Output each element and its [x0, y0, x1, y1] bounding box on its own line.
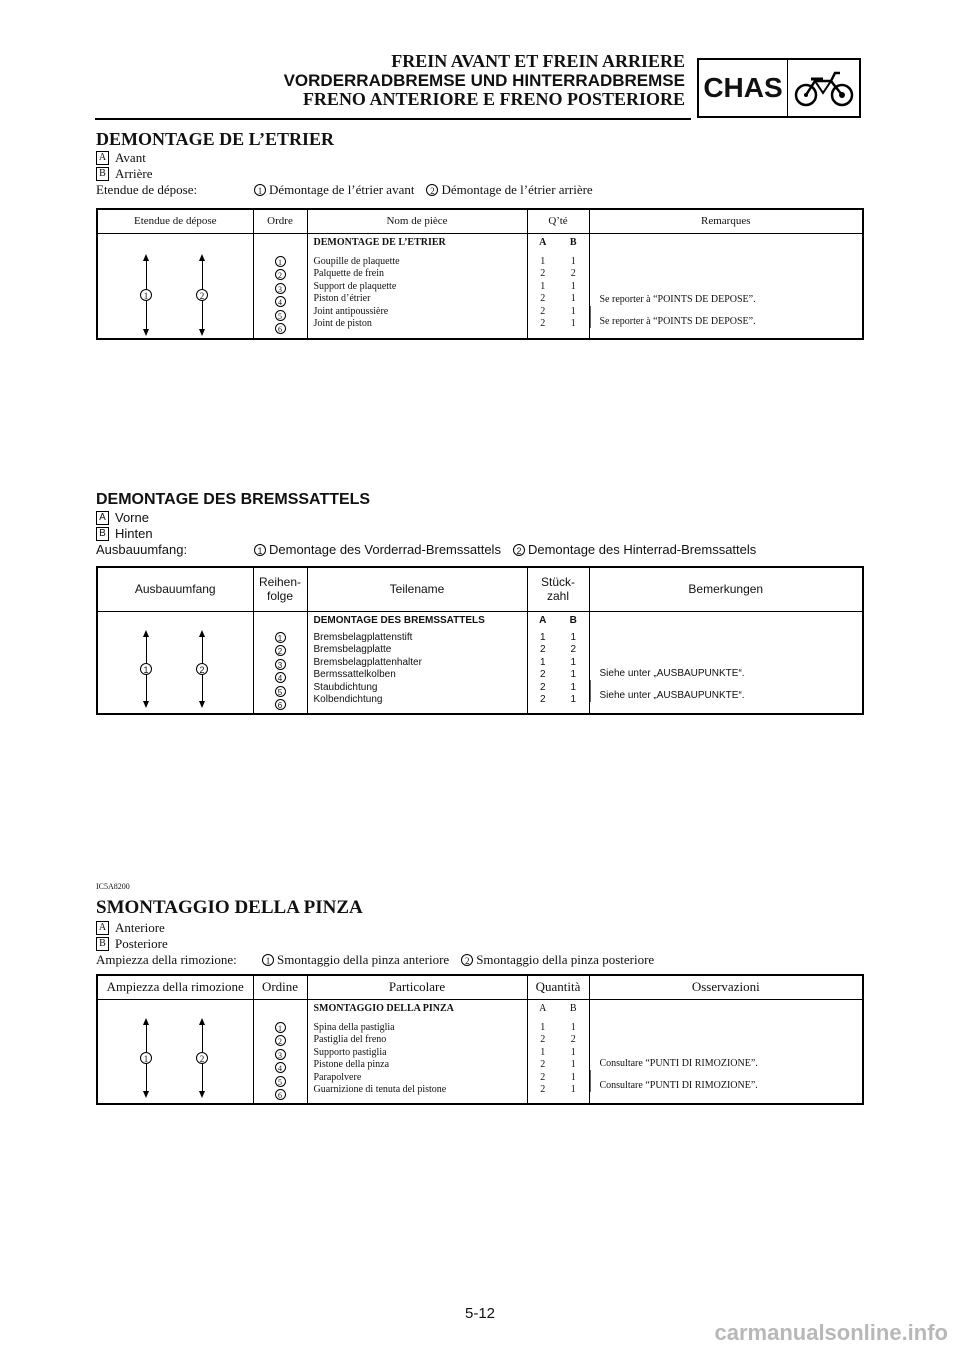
scope-arrows: [97, 233, 253, 339]
scope-arrow-1-label: 1: [140, 1052, 152, 1064]
chapter-tag: CHAS: [699, 60, 788, 116]
legend-b: B Arrière: [96, 166, 864, 182]
parts-table: [96, 974, 864, 1105]
part-name: Pistone della pinza: [313, 1059, 390, 1070]
remark: Consultare “PUNTI DI RIMOZIONE”.: [599, 1057, 758, 1069]
part-name: Parapolvere: [313, 1071, 362, 1083]
col-header: Bemerkungen: [589, 567, 863, 611]
remark: Siehe unter „AUSBAUPUNKTE“.: [599, 689, 745, 701]
section-title: DEMONTAGE DES BREMSSATTELS: [96, 491, 371, 508]
bracket: [590, 1070, 597, 1092]
reference-code: IC5A8200: [96, 882, 130, 891]
page-number: 5-12: [464, 1305, 496, 1322]
part-name-column: [307, 233, 527, 339]
part-name: Goupille de plaquette: [313, 255, 400, 267]
col-header: Quantità: [527, 975, 589, 999]
col-header: Q’té: [527, 209, 589, 233]
parts-table: [96, 566, 864, 715]
scope-line: Ampiezza della rimozione: 1 Smontaggio della pinza anteriore 2 Smontaggio della pinza posteriore: [96, 952, 655, 967]
order-column: 1 2 3 4 5 6: [253, 611, 307, 714]
parts-table: [96, 208, 864, 340]
part-name: Bermssattelkolben: [313, 669, 396, 680]
remark: Se reporter à “POINTS DE DEPOSE”.: [599, 315, 756, 327]
col-header: Remarques: [589, 209, 863, 233]
col-header: Ordine: [253, 975, 307, 999]
part-name-column: [307, 999, 527, 1104]
legend-a: A Avant: [96, 150, 864, 166]
col-header: Particolare: [307, 975, 527, 999]
watermark: carmanualsonline.info: [714, 1320, 948, 1345]
bracket: [590, 306, 597, 328]
chapter-tag-box: [697, 58, 861, 118]
order-column: 1 2 3 4 5 6: [253, 233, 307, 339]
col-header: Teilename: [307, 567, 527, 611]
scope-line: Ausbauumfang: 1 Demontage des Vorderrad-Bremssattels 2 Demontage des Hinterrad-Bremssattels: [96, 542, 757, 557]
header-title-de: VORDERRADBREMSE UND HINTERRADBREMSE: [283, 71, 685, 90]
quantity-column: A B 1 1 2 2 1 1 2 1 2 1 2 1: [527, 611, 589, 714]
section-de: [96, 490, 864, 710]
col-header: Etendue de dépose: [97, 209, 253, 233]
part-name: Palquette de frein: [313, 268, 385, 279]
part-name: Staubdichtung: [313, 681, 378, 693]
col-header: Ordre: [253, 209, 307, 233]
col-header: Nom de pièce: [307, 209, 527, 233]
legend-a: A Anteriore: [96, 920, 864, 936]
part-name: Guarnizione di tenuta del pistone: [313, 1084, 447, 1095]
remark: Se reporter à “POINTS DE DEPOSE”.: [599, 293, 756, 305]
part-name: Joint de piston: [313, 318, 372, 329]
section-it: [96, 896, 864, 1100]
header-title-it: FRENO ANTERIORE E FRENO POSTERIORE: [302, 89, 685, 109]
part-name-column: [307, 611, 527, 714]
page-header-titles: [200, 52, 685, 109]
part-name: Joint antipoussière: [313, 305, 389, 317]
part-name: Bremsbelagplattenstift: [313, 631, 413, 643]
order-column: 1 2 3 4 5 6: [253, 999, 307, 1104]
header-title-fr: FREIN AVANT ET FREIN ARRIERE: [391, 51, 685, 71]
part-name: Supporto pastiglia: [313, 1046, 387, 1058]
legend-b: B Posteriore: [96, 936, 864, 952]
quantity-column: A B 1 1 2 2 1 1 2 1 2 1 2 1: [527, 999, 589, 1104]
scope-arrow-1-label: 1: [140, 289, 152, 301]
remarks-column: [589, 233, 863, 339]
part-name: Bremsbelagplattenhalter: [313, 656, 422, 668]
part-name: Bremsbelagplatte: [313, 644, 392, 655]
motorcycle-icon: [788, 60, 859, 116]
col-header: Osservazioni: [589, 975, 863, 999]
scope-arrow-2-label: 2: [196, 1052, 208, 1064]
part-name: Pastiglia del freno: [313, 1034, 387, 1045]
part-name: Piston d’étrier: [313, 293, 371, 304]
remarks-column: [589, 999, 863, 1104]
scope-arrow-2-label: 2: [196, 663, 208, 675]
col-header: Ausbauumfang: [97, 567, 253, 611]
group-title: SMONTAGGIO DELLA PINZA: [313, 1002, 454, 1014]
scope-line: Etendue de dépose: 1 Démontage de l’étrier avant 2 Démontage de l’étrier arrière: [96, 182, 593, 197]
bracket: [590, 680, 597, 702]
part-name: Kolbendichtung: [313, 694, 383, 705]
scope-arrows: [97, 999, 253, 1104]
legend-b: B Hinten: [96, 526, 864, 542]
scope-arrow-2-label: 2: [196, 289, 208, 301]
section-title: SMONTAGGIO DELLA PINZA: [96, 897, 363, 918]
quantity-column: A B 1 1 2 2 1 1 2 1 2 1 2 1: [527, 233, 589, 339]
header-rule: [95, 118, 691, 120]
col-header: Reihen- folge: [253, 567, 307, 611]
col-header: Ampiezza della rimozione: [97, 975, 253, 999]
remark: Consultare “PUNTI DI RIMOZIONE”.: [599, 1079, 758, 1091]
legend-a: A Vorne: [96, 510, 864, 526]
group-title: DEMONTAGE DE L’ETRIER: [313, 236, 446, 248]
scope-arrows: [97, 611, 253, 714]
remarks-column: [589, 611, 863, 714]
part-name: Support de plaquette: [313, 280, 397, 292]
section-title: DEMONTAGE DE L’ETRIER: [96, 129, 335, 149]
col-header: Stück- zahl: [527, 567, 589, 611]
group-title: DEMONTAGE DES BREMSSATTELS: [313, 614, 485, 626]
part-name: Spina della pastiglia: [313, 1021, 395, 1033]
remark: Siehe unter „AUSBAUPUNKTE“.: [599, 667, 745, 679]
section-fr: [96, 128, 864, 334]
scope-arrow-1-label: 1: [140, 663, 152, 675]
